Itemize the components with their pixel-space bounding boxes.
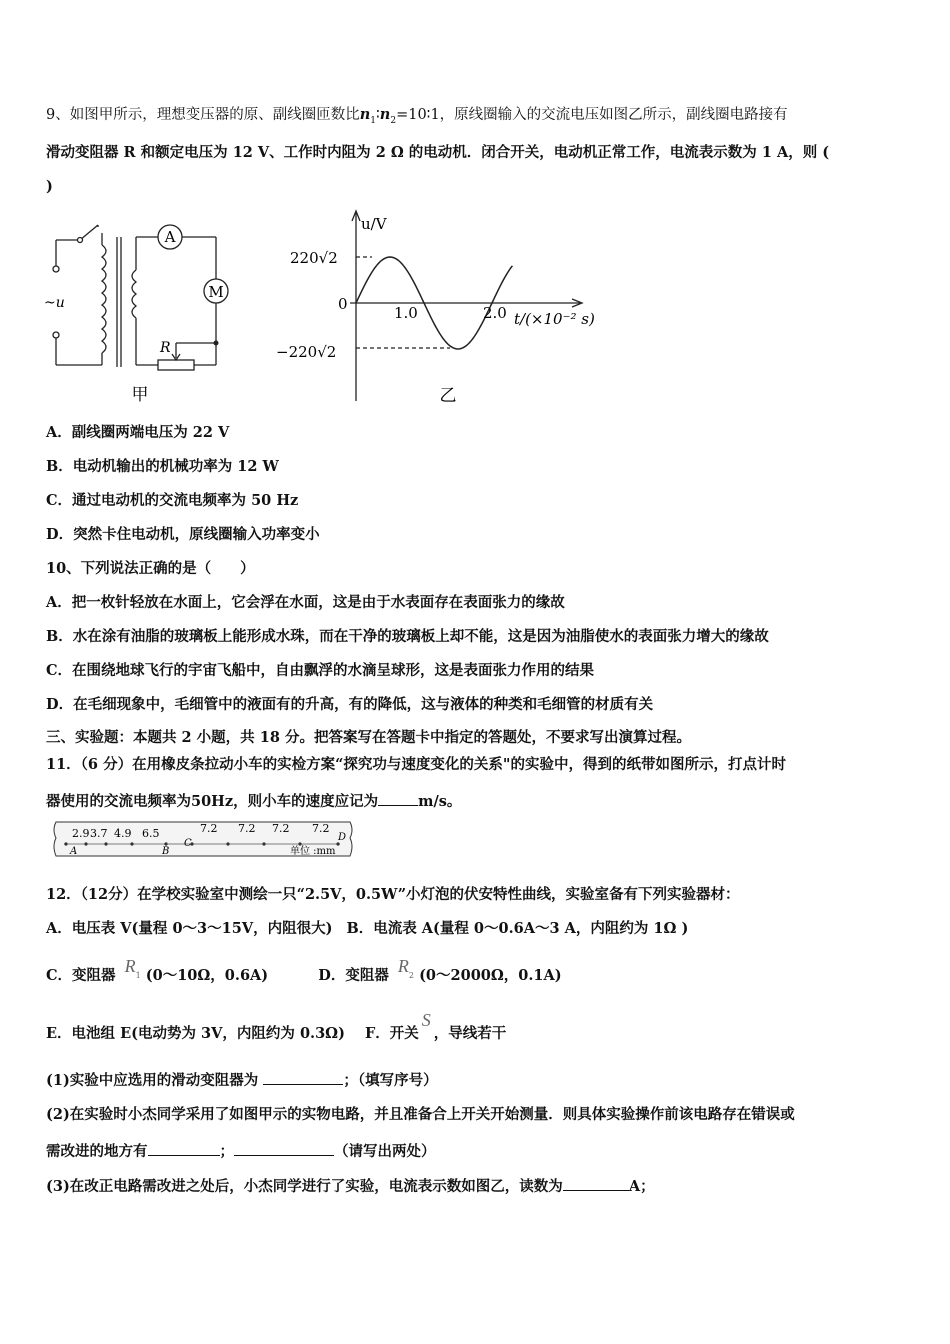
x-axis-label: t/(×10⁻² s) <box>514 310 595 328</box>
figure-caption-yi: 乙 <box>439 386 457 406</box>
tick-2-label: 2.0 <box>483 304 507 322</box>
tape-value-1: 2.9 <box>72 827 90 840</box>
figure-paper-tape <box>50 816 360 864</box>
tape-value-6: 7.2 <box>238 822 256 835</box>
q12-sub2-line1: (2)在实验时小杰同学采用了如图甲示的实物电路，并且准备合上开关开始测量．则具体实验操作前该电路存在错误或 <box>46 1106 795 1123</box>
q11-answer-blank[interactable] <box>378 792 418 806</box>
q11-stem-line2: 器使用的交流电频率为50Hz，则小车的速度应记为 m/s。 <box>46 793 462 810</box>
q12-option-a: A．电压表 V(量程 0～3～15V，内阻很大) <box>46 920 333 937</box>
q10-option-a: A．把一枚针轻放在水面上，它会浮在水面，这是由于水表面存在表面张力的缘故 <box>46 594 565 611</box>
section-3-heading: 三、实验题：本题共 2 小题，共 18 分。把答案写在答题卡中指定的答题处，不要求写出演算过程。 <box>46 729 691 746</box>
r1-symbol: R <box>124 956 136 976</box>
resistor-label: R <box>160 340 171 356</box>
tape-value-5: 7.2 <box>200 822 218 835</box>
q12-sub2-blank-2[interactable] <box>234 1142 334 1156</box>
tape-unit: 单位 :mm <box>290 846 336 857</box>
q9-option-a: A．副线圈两端电压为 22 V <box>46 424 230 441</box>
tape-value-7: 7.2 <box>272 822 290 835</box>
origin-label: 0 <box>338 295 348 313</box>
ammeter-label: A <box>164 228 176 246</box>
figure-caption-jia: 甲 <box>131 385 149 405</box>
motor-label: M <box>208 283 224 301</box>
q12-options-ab <box>46 917 688 938</box>
tick-1-label: 1.0 <box>394 304 418 322</box>
q12-option-e: E．电池组 E(电动势为 3V，内阻约为 0.3Ω) <box>46 1025 345 1042</box>
q10-stem: 10、下列说法正确的是（ ） <box>46 560 255 577</box>
q12-sub2-line2: 需改进的地方有 ； （请写出两处） <box>46 1143 436 1160</box>
input-voltage-label: ~u <box>44 295 65 311</box>
ymax-label: 220√2 <box>290 249 338 267</box>
r2-symbol: R <box>397 956 409 976</box>
q9-option-c: C．通过电动机的交流电频率为 50 Hz <box>46 492 299 509</box>
q12-options-cd: C．变阻器 $R_1$ (0～10Ω，0.6A) D．变阻器 $R_2$ (0～2000Ω，0.1A) <box>46 956 562 984</box>
q12-sub3-blank[interactable] <box>563 1177 629 1191</box>
tape-point-a: A <box>70 846 78 857</box>
y-axis-label: u/V <box>361 215 387 233</box>
q9-option-b: B．电动机输出的机械功率为 12 W <box>46 458 279 475</box>
tape-point-d: D <box>338 832 347 843</box>
q12-stem: 12．（12分）在学校实验室中测绘一只“2.5V，0.5W”小灯泡的伏安特性曲线，实验室备有下列实验器材： <box>46 886 740 903</box>
q12-sub2-blank-1[interactable] <box>148 1142 220 1156</box>
q9-stem-line2: 滑动变阻器 R 和额定电压为 12 V、工作时内阻为 2 Ω 的电动机．闭合开关，电动机正常工作，电流表示数为 1 A，则 ( <box>46 144 830 161</box>
q10-option-b: B．水在涂有油脂的玻璃板上能形成水珠，而在干净的玻璃板上却不能，这是因为油脂使水的表面张力增大的缘故 <box>46 628 769 645</box>
q11-stem-line1: 11．（6 分）在用橡皮条拉动小车的实检方案“探究功与速度变化的关系"的实验中，得到的纸带如图所示，打点计时 <box>46 756 786 773</box>
ymin-label: −220√2 <box>276 343 337 361</box>
figure-voltage-graph <box>270 205 620 410</box>
q12-sub1: (1)实验中应选用的滑动变阻器为 ；（填写序号） <box>46 1072 438 1089</box>
q12-options-ef: E．电池组 E(电动势为 3V，内阻约为 0.3Ω) F．开关S，导线若干 <box>46 1010 507 1042</box>
q9-option-d: D．突然卡住电动机，原线圈输入功率变小 <box>46 526 320 543</box>
switch-symbol: S <box>421 1010 431 1030</box>
q12-sub3: (3)在改正电路需改进之处后，小杰同学进行了实验，电流表示数如图乙，读数为 A； <box>46 1178 655 1195</box>
q9-stem-line3: ) <box>46 178 53 195</box>
tape-point-b: B <box>162 846 170 857</box>
q12-option-b: B．电流表 A(量程 0～0.6A～3 A，内阻约为 1Ω ) <box>346 920 689 937</box>
tape-value-3: 4.9 <box>114 827 132 840</box>
q10-option-d: D．在毛细现象中，毛细管中的液面有的升高，有的降低，这与液体的种类和毛细管的材质有关 <box>46 696 654 713</box>
q9-stem-line1: 9、如图甲所示，理想变压器的原、副线圈匝数比$n_1∶n_2=10∶1$，原线圈输入的交流电压如图乙所示，副线圈电路接有 <box>46 106 788 126</box>
q12-sub1-blank[interactable] <box>263 1071 343 1085</box>
tape-point-c: C <box>184 838 192 849</box>
tape-value-8: 7.2 <box>312 822 330 835</box>
figure-transformer-circuit <box>40 215 240 410</box>
tape-value-2: 3.7 <box>90 827 108 840</box>
q10-option-c: C．在围绕地球飞行的宇宙飞船中，自由飘浮的水滴呈球形，这是表面张力作用的结果 <box>46 662 595 679</box>
tape-value-4: 6.5 <box>142 827 160 840</box>
